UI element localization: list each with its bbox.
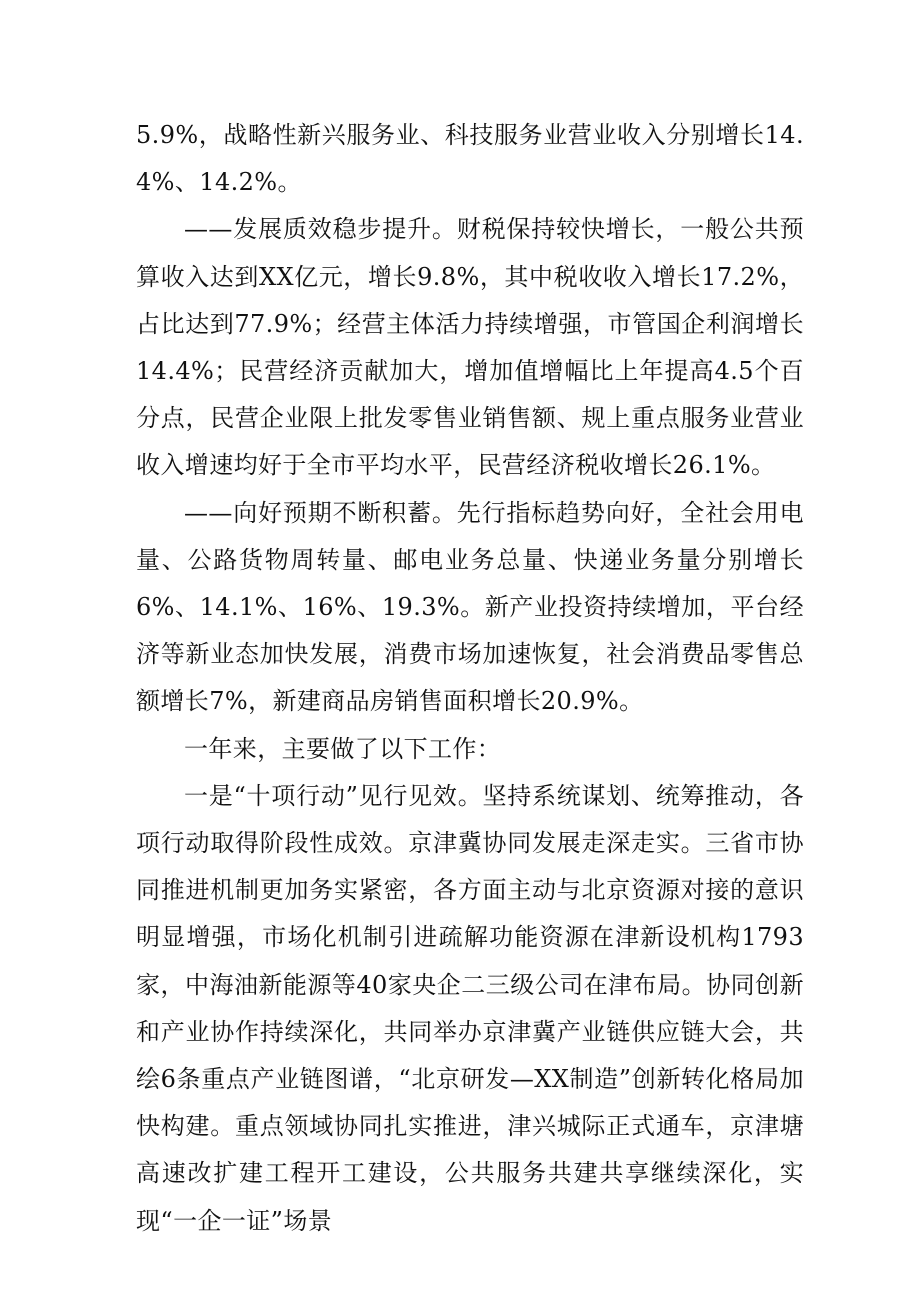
paragraph-positive-expectations: ——向好预期不断积蓄。先行指标趋势向好，全社会用电量、公路货物周转量、邮电业务总量、快递业务量分别增长6%、14.1%、16%、19.3%。新产业投资持续增加，平台经济等新业态加快发展，消费市场加速恢复，社会消费品零售总额增长7%，新建商品房销售面积增长20.9%。: [136, 498, 804, 716]
document-body: [136, 112, 804, 1245]
paragraph-ten-actions: 一是“十项行动”见行见效。坚持系统谋划、统筹推动，各项行动取得阶段性成效。京津冀协同发展走深走实。三省市协同推进机制更加务实紧密，各方面主动与北京资源对接的意识明显增强，市场化机制引进疏解功能资源在津新设机构1793家，中海油新能源等40家央企二三级公司在津布局。协同创新和产业协作持续深化，共同举办京津冀产业链供应链大会，共绘6条重点产业链图谱，“北京研发—XX制造”创新转化格局加快构建。重点领域协同扎实推进，津兴城际正式通车，京津塘高速改扩建工程开工建设，公共服务共建共享继续深化，实现“一企一证”场景: [136, 781, 804, 1235]
paragraph-work-summary-intro: 一年来，主要做了以下工作：: [184, 734, 502, 763]
paragraph-continuation: 5.9%，战略性新兴服务业、科技服务业营业收入分别增长14.4%、14.2%。: [136, 121, 804, 197]
paragraph-development-quality: ——发展质效稳步提升。财税保持较快增长，一般公共预算收入达到XX亿元，增长9.8%，其中税收收入增长17.2%，占比达到77.9%；经营主体活力持续增强，市管国企利润增长14.4%；民营经济贡献加大，增加值增幅比上年提高4.5个百分点，民营企业限上批发零售业销售额、规上重点服务业营业收入增速均好于全市平均水平，民营经济税收增长26.1%。: [136, 215, 804, 480]
